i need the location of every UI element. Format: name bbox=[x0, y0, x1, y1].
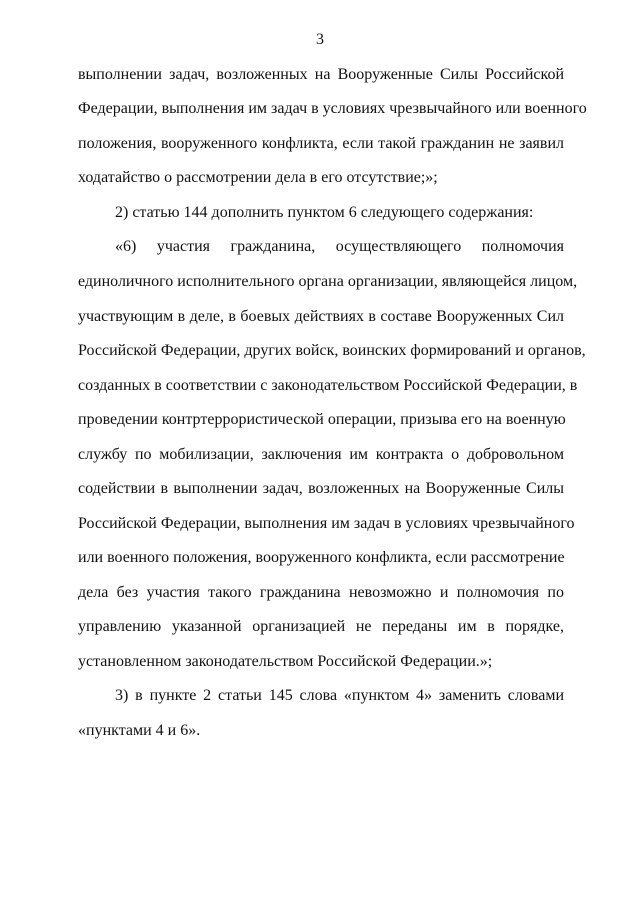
text-line: выполнении задач, возложенных на Вооруженные Силы Российской bbox=[78, 66, 564, 83]
text-line: «пунктами 4 и 6». bbox=[78, 722, 201, 739]
text-line: единоличного исполнительного органа организации, являющейся лицом, bbox=[78, 273, 578, 290]
text-line: 2) статью 144 дополнить пунктом 6 следующего содержания: bbox=[115, 204, 534, 221]
text-line: положения, вооруженного конфликта, если такой гражданин не заявил bbox=[78, 135, 564, 152]
text-line: проведении контртеррористической операции, призыва его на военную bbox=[78, 411, 566, 428]
text-line: службу по мобилизации, заключения им контракта о добровольном bbox=[78, 446, 564, 463]
text-line: установленном законодательством Российской Федерации.»; bbox=[78, 653, 493, 670]
text-line: Федерации, выполнения им задач в условиях чрезвычайного или военного bbox=[78, 100, 587, 117]
text-line: участвующим в деле, в боевых действиях в составе Вооруженных Сил bbox=[78, 308, 564, 325]
text-line: созданных в соответствии с законодательством Российской Федерации, в bbox=[78, 377, 578, 394]
text-line: содействии в выполнении задач, возложенных на Вооруженные Силы bbox=[78, 480, 564, 497]
page-number: 3 bbox=[316, 31, 324, 48]
text-line: управлению указанной организацией не переданы им в порядке, bbox=[78, 618, 564, 635]
text-line: или военного положения, вооруженного конфликта, если рассмотрение bbox=[78, 549, 565, 566]
text-line: ходатайство о рассмотрении дела в его отсутствие;»; bbox=[78, 169, 438, 186]
text-line: Российской Федерации, других войск, воинских формирований и органов, bbox=[78, 342, 586, 359]
text-line: дела без участия такого гражданина невозможно и полномочия по bbox=[78, 584, 564, 601]
text-line: Российской Федерации, выполнения им задач в условиях чрезвычайного bbox=[78, 515, 575, 532]
text-line: «6) участия гражданина, осуществляющего полномочия bbox=[115, 238, 564, 255]
text-line: 3) в пункте 2 статьи 145 слова «пунктом 4» заменить словами bbox=[115, 687, 564, 704]
